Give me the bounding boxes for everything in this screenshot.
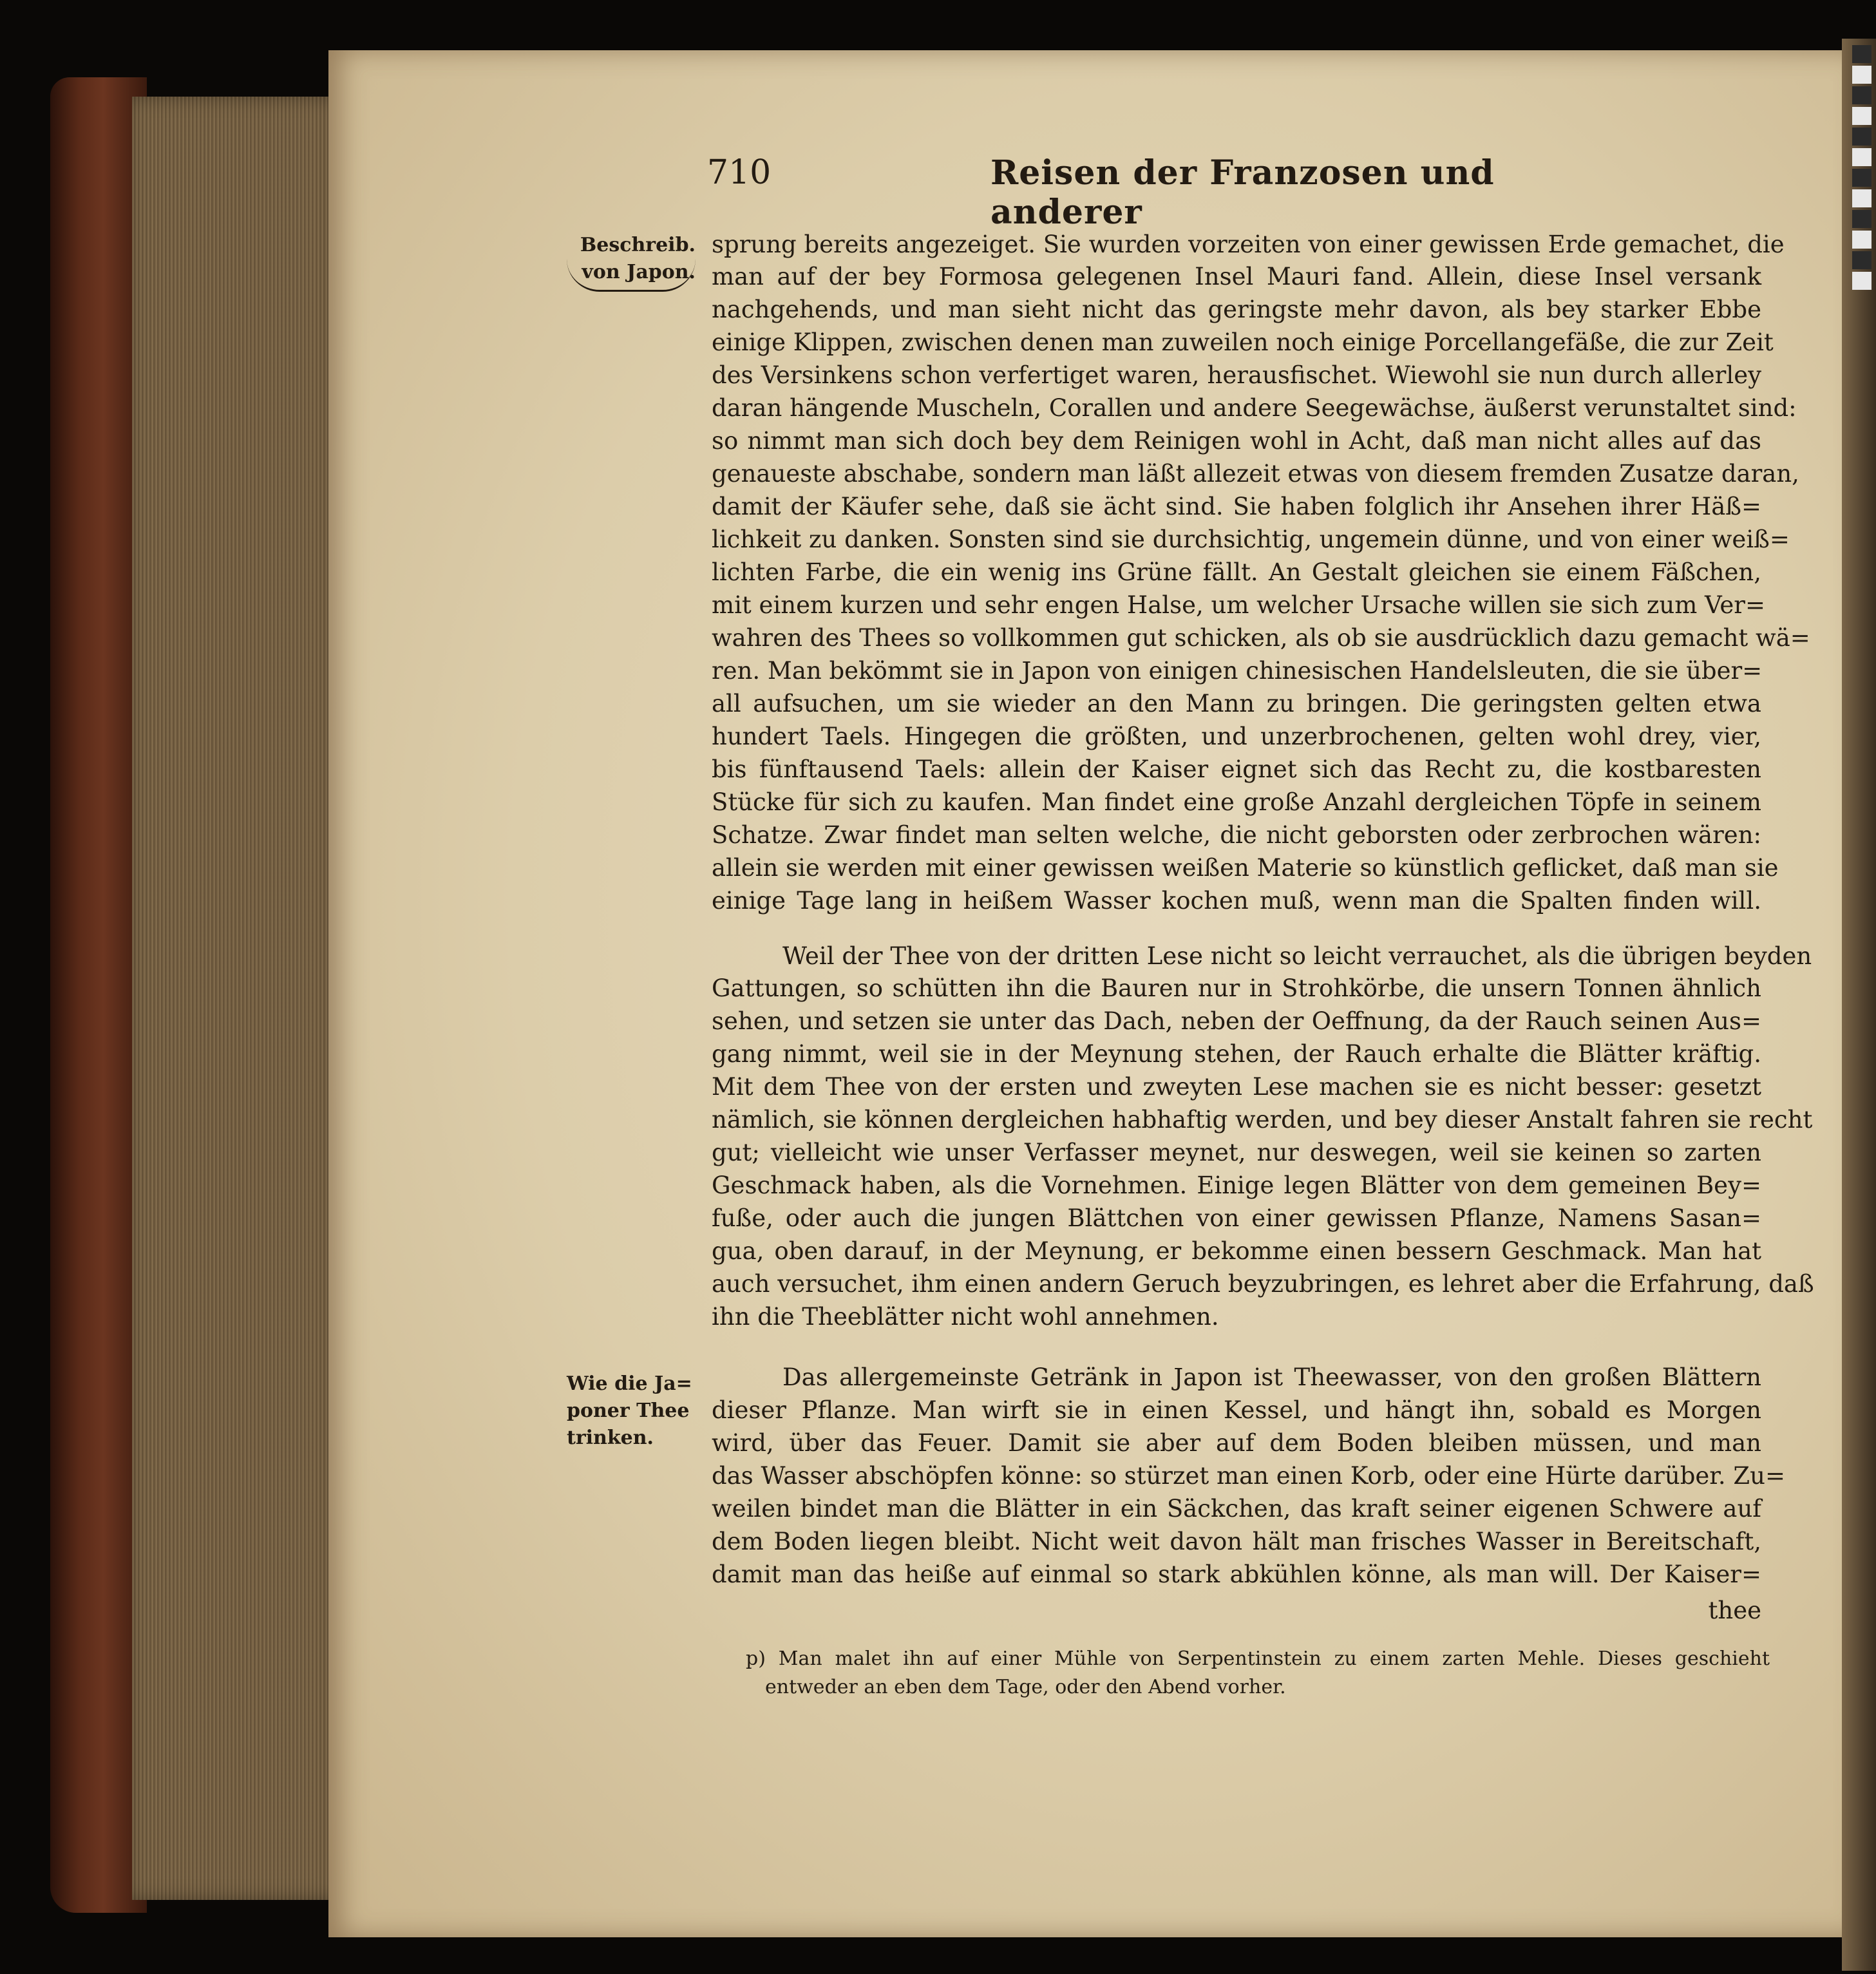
- body-line: damit man das heiße auf einmal so stark abkühlen könne, als man will. Der Kaiser=: [712, 1561, 1761, 1588]
- body-line: sprung bereits angezeiget. Sie wurden vorzeiten von einer gewissen Erde gemachet, die: [712, 231, 1785, 258]
- color-chart: [1852, 45, 1871, 1951]
- body-line: hundert Taels. Hingegen die größten, und unzerbrochenen, gelten wohl drey, vier,: [712, 723, 1761, 750]
- body-line: all aufsuchen, um sie wieder an den Mann zu bringen. Die geringsten gelten etwa: [712, 690, 1761, 717]
- body-line: gut; vielleicht wie unser Verfasser meynet, nur deswegen, weil sie keinen so zarten: [712, 1139, 1761, 1166]
- body-line: ren. Man bekömmt sie in Japon von einigen chinesischen Handelsleuten, die sie über=: [712, 657, 1763, 685]
- body-line: dem Boden liegen bleibt. Nicht weit davon hält man frisches Wasser in Bereitschaft,: [712, 1528, 1761, 1555]
- body-line: wird, über das Feuer. Damit sie aber auf dem Boden bleiben müssen, und man: [712, 1429, 1761, 1457]
- body-line: Das allergemeinste Getränk in Japon ist Theewasser, von den großen Blättern: [782, 1363, 1761, 1391]
- body-line: sehen, und setzen sie unter das Dach, neben der Oeffnung, da der Rauch seinen Aus=: [712, 1007, 1761, 1035]
- body-line: Geschmack haben, als die Vornehmen. Einige legen Blätter von dem gemeinen Bey=: [712, 1172, 1761, 1199]
- body-line: gua, oben darauf, in der Meynung, er bekomme einen bessern Geschmack. Man hat: [712, 1237, 1761, 1265]
- body-line: das Wasser abschöpfen könne: so stürzet man einen Korb, oder eine Hürte darüber. Zu=: [712, 1462, 1785, 1490]
- page-edges: [132, 97, 345, 1900]
- body-line: einige Klippen, zwischen denen man zuweilen noch einige Porcellangefäße, die zur Zeit: [712, 328, 1774, 356]
- margin-note-line: von Japon.: [567, 259, 696, 292]
- body-line: lichkeit zu danken. Sonsten sind sie durchsichtig, ungemein dünne, und von einer weiß=: [712, 526, 1790, 553]
- body-line: Stücke für sich zu kaufen. Man findet eine große Anzahl dergleichen Töpfe in seinem: [712, 788, 1761, 816]
- margin-note-thee: [567, 1371, 708, 1452]
- body-line: man auf der bey Formosa gelegenen Insel Mauri fand. Allein, diese Insel versank: [712, 263, 1761, 290]
- body-line: genaueste abschabe, sondern man läßt allezeit etwas von diesem fremden Zusatze daran,: [712, 460, 1799, 488]
- body-line: auch versuchet, ihm einen andern Geruch beyzubringen, es lehret aber die Erfahrung, daß: [712, 1270, 1814, 1298]
- footnote-line: entweder an eben dem Tage, oder den Abend vorher.: [765, 1676, 1286, 1698]
- body-line: Mit dem Thee von der ersten und zweyten Lese machen sie es nicht besser: gesetzt: [712, 1073, 1761, 1101]
- body-line: Schatze. Zwar findet man selten welche, die nicht geborsten oder zerbrochen wären:: [712, 821, 1761, 849]
- running-title: Reisen der Franzosen und anderer: [990, 153, 1495, 232]
- footnote-line: p) Man malet ihn auf einer Mühle von Serpentinstein zu einem zarten Mehle. Dieses geschieht: [746, 1647, 1770, 1670]
- body-line: nachgehends, und man sieht nicht das geringste mehr davon, als bey starker Ebbe: [712, 296, 1761, 323]
- body-line: wahren des Thees so vollkommen gut schicken, als ob sie ausdrücklich dazu gemacht wä=: [712, 624, 1810, 652]
- body-line: nämlich, sie können dergleichen habhaftig werden, und bey dieser Anstalt fahren sie recht: [712, 1106, 1813, 1134]
- body-line: daran hängende Muscheln, Corallen und andere Seegewächse, äußerst verunstaltet sind:: [712, 394, 1797, 422]
- body-line: lichten Farbe, die ein wenig ins Grüne fällt. An Gestalt gleichen sie einem Fäßchen,: [712, 558, 1761, 586]
- body-line: fuße, oder auch die jungen Blättchen von einer gewissen Pflanze, Namens Sasan=: [712, 1204, 1761, 1232]
- page-number: 710: [707, 153, 772, 192]
- margin-note-line: poner Thee: [567, 1400, 690, 1422]
- margin-note-line: trinken.: [567, 1427, 654, 1449]
- body-line: bis fünftausend Taels: allein der Kaiser eignet sich das Recht zu, die kostbaresten: [712, 755, 1761, 783]
- catchword: thee: [1708, 1597, 1761, 1624]
- margin-note-beschreibung: [567, 232, 696, 292]
- body-line: so nimmt man sich doch bey dem Reinigen wohl in Acht, daß man nicht alles auf das: [712, 427, 1761, 455]
- body-line: weilen bindet man die Blätter in ein Säckchen, das kraft seiner eigenen Schwere auf: [712, 1495, 1761, 1523]
- body-line: gang nimmt, weil sie in der Meynung stehen, der Rauch erhalte die Blätter kräftig.: [712, 1040, 1761, 1068]
- body-line: einige Tage lang in heißem Wasser kochen muß, wenn man die Spalten finden will.: [712, 887, 1761, 915]
- body-line: ihn die Theeblätter nicht wohl annehmen.: [712, 1303, 1219, 1331]
- page-header: [707, 153, 1499, 232]
- body-line: dieser Pflanze. Man wirft sie in einen Kessel, und hängt ihn, sobald es Morgen: [712, 1396, 1761, 1424]
- body-line: allein sie werden mit einer gewissen weißen Materie so künstlich geflicket, daß man sie: [712, 854, 1779, 882]
- margin-note-line: Wie die Ja=: [567, 1372, 692, 1395]
- body-line: Weil der Thee von der dritten Lese nicht so leicht verrauchet, als die übrigen beyden: [782, 942, 1812, 970]
- body-line: des Versinkens schon verfertiget waren, herausfischet. Wiewohl sie nun durch allerley: [712, 361, 1761, 389]
- body-line: mit einem kurzen und sehr engen Halse, um welcher Ursache willen sie sich zum Ver=: [712, 591, 1765, 619]
- body-line: damit der Käufer sehe, daß sie ächt sind. Sie haben folglich ihr Ansehen ihrer Häß=: [712, 493, 1761, 520]
- body-line: Gattungen, so schütten ihn die Bauren nur in Strohkörbe, die unsern Tonnen ähnlich: [712, 974, 1761, 1002]
- margin-note-line: Beschreib.: [580, 234, 696, 256]
